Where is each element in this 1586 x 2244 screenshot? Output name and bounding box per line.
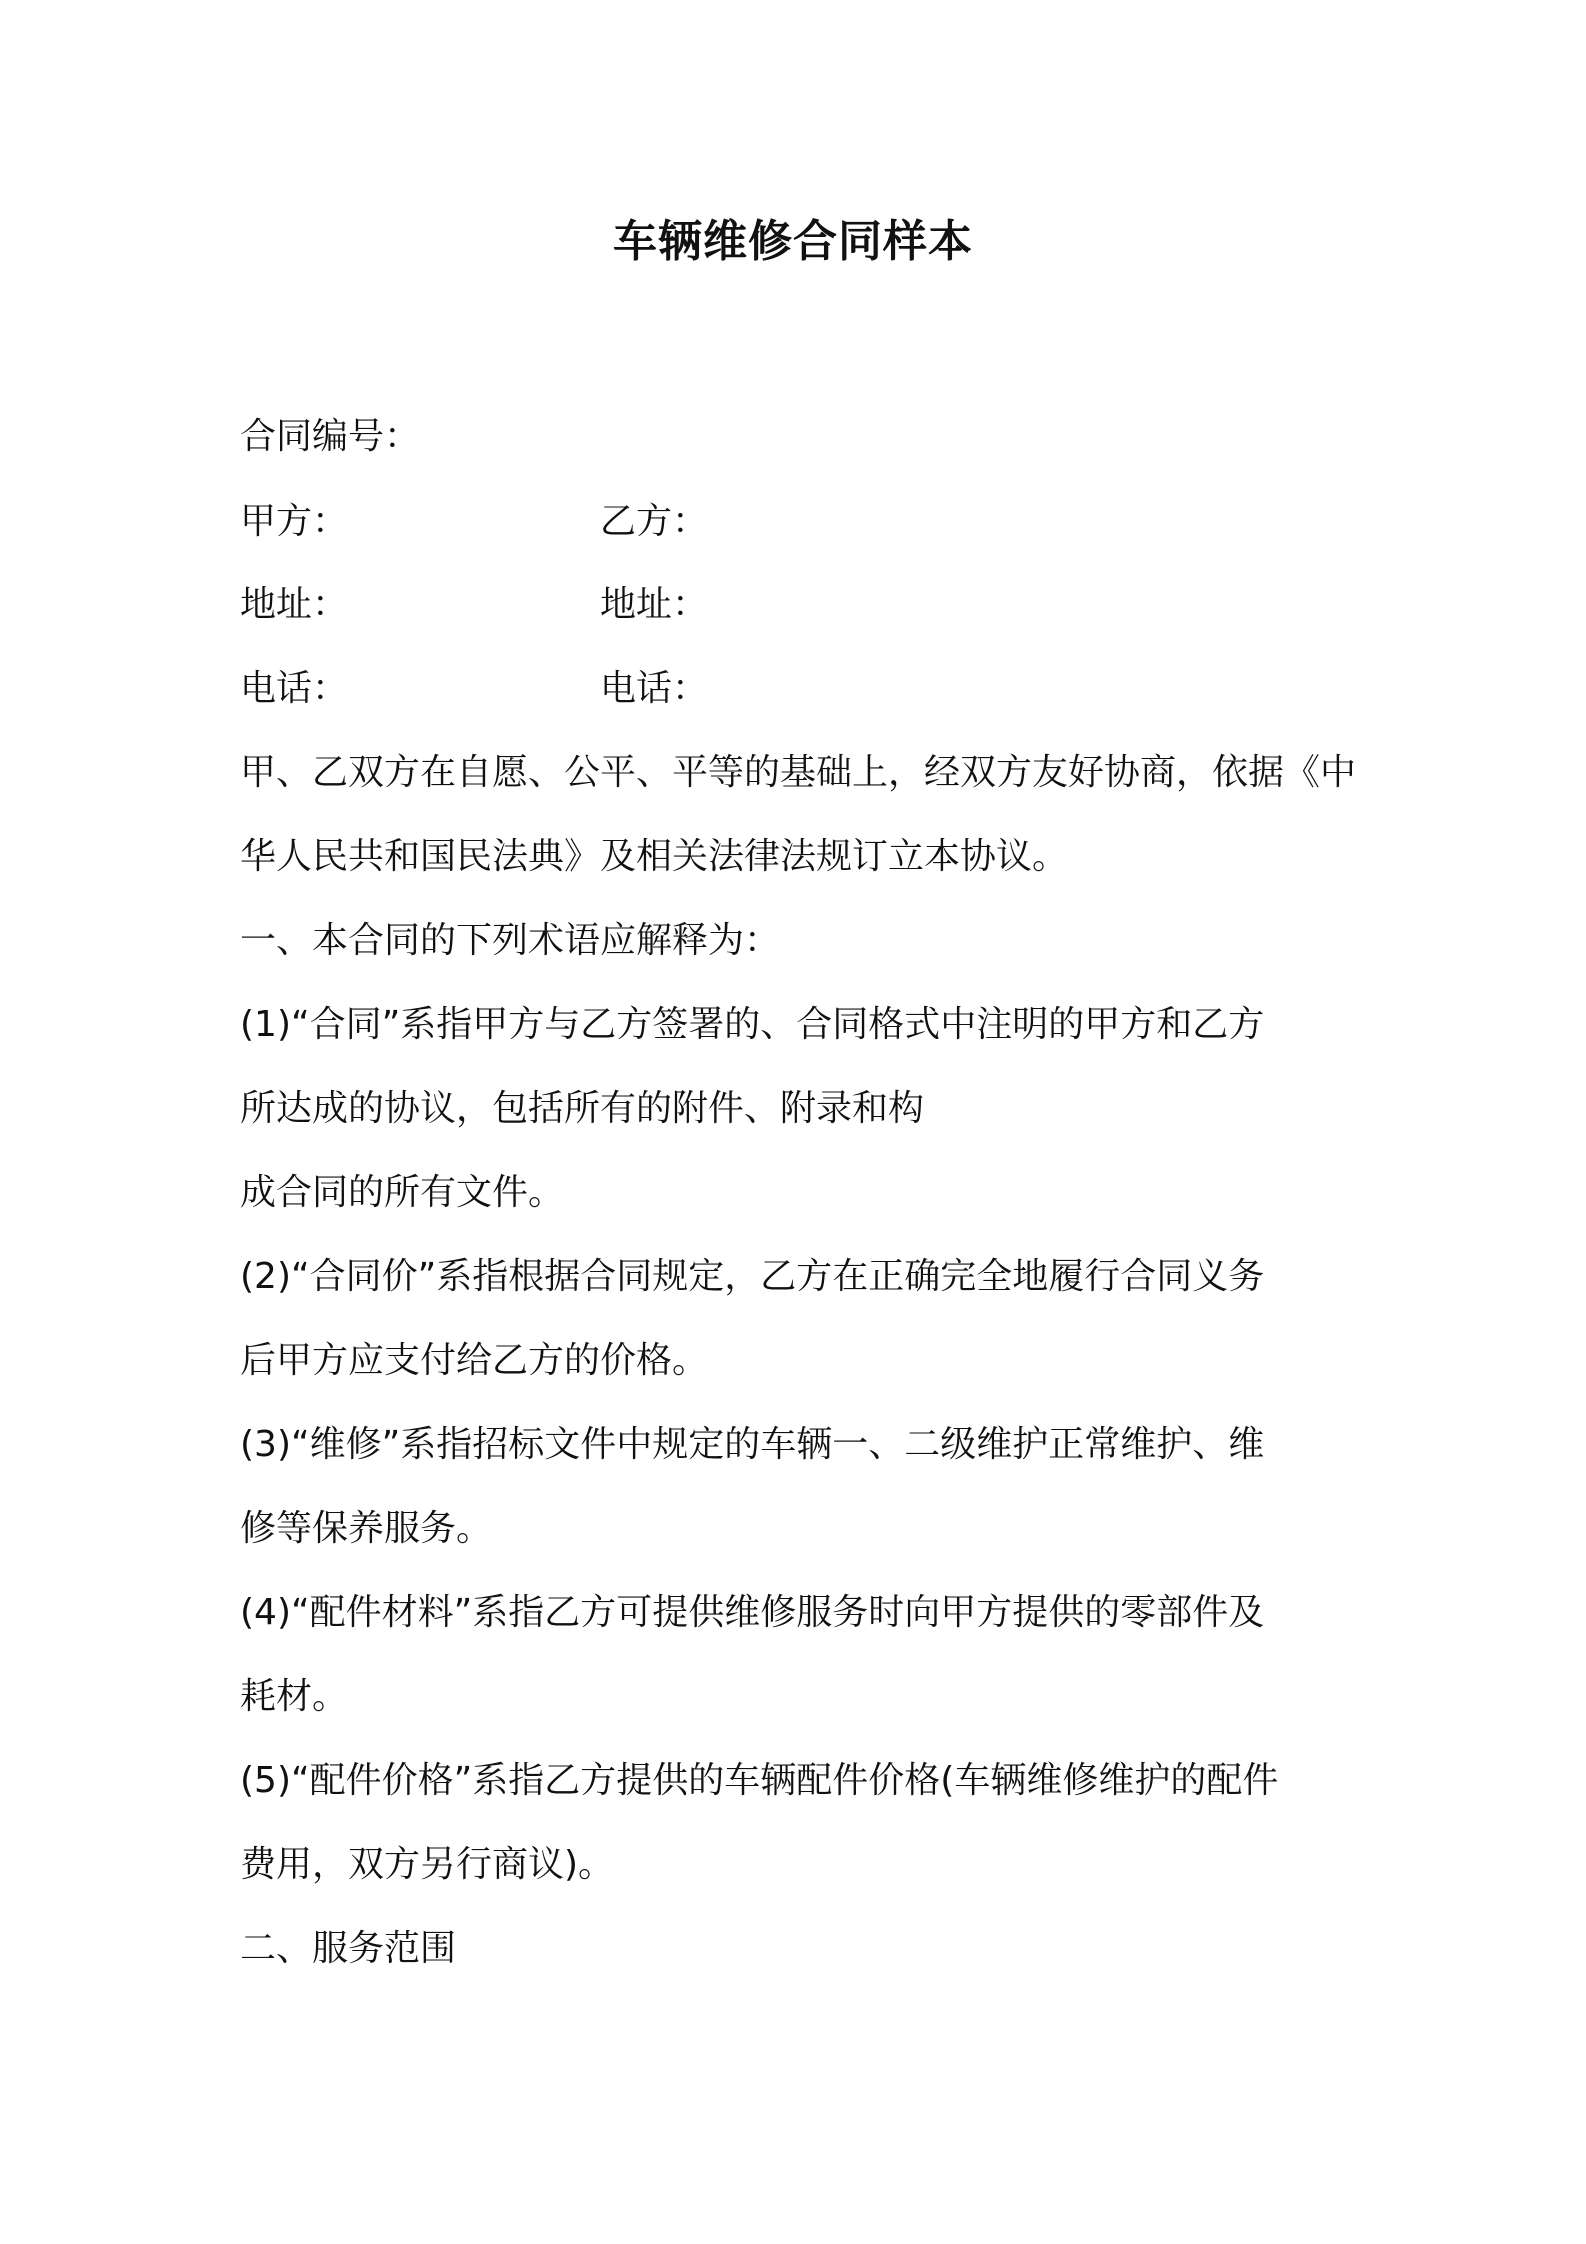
- term-1-line: (1)“合同”系指甲方与乙方签署的、合同格式中注明的甲方和乙方: [240, 1004, 1265, 1045]
- term-3-line: 修等保养服务。: [240, 1508, 493, 1549]
- term-3-line: (3)“维修”系指招标文件中规定的车辆一、二级维护正常维护、维: [240, 1424, 1265, 1465]
- party-b-label: 乙方：: [600, 501, 709, 542]
- preamble-line: 华人民共和国民法典》及相关法律法规订立本协议。: [240, 836, 1069, 877]
- term-4-line: (4)“配件材料”系指乙方可提供维修服务时向甲方提供的零部件及: [240, 1592, 1265, 1633]
- term-2-line: (2)“合同价”系指根据合同规定，乙方在正确完全地履行合同义务: [240, 1256, 1265, 1297]
- term-2-line: 后甲方应支付给乙方的价格。: [240, 1340, 709, 1381]
- term-1-line: 成合同的所有文件。: [240, 1172, 565, 1213]
- term-4-line: 耗材。: [240, 1676, 349, 1717]
- document-title: 车辆维修合同样本: [613, 216, 973, 267]
- preamble-line: 甲、乙双方在自愿、公平、平等的基础上，经双方友好协商，依据《中: [240, 752, 1357, 793]
- address-a-label: 地址：: [240, 584, 349, 625]
- contract-number-label: 合同编号：: [240, 416, 421, 457]
- section2-heading: 二、服务范围: [240, 1928, 457, 1969]
- term-5-line: (5)“配件价格”系指乙方提供的车辆配件价格(车辆维修维护的配件: [240, 1760, 1279, 1801]
- address-b-label: 地址：: [600, 584, 709, 625]
- phone-b-label: 电话：: [600, 668, 709, 709]
- term-5-line: 费用，双方另行商议)。: [240, 1844, 615, 1885]
- term-1-line: 所达成的协议，包括所有的附件、附录和构: [240, 1088, 925, 1129]
- party-a-label: 甲方：: [240, 501, 349, 542]
- phone-a-label: 电话：: [240, 668, 349, 709]
- section1-heading: 一、本合同的下列术语应解释为：: [240, 920, 781, 961]
